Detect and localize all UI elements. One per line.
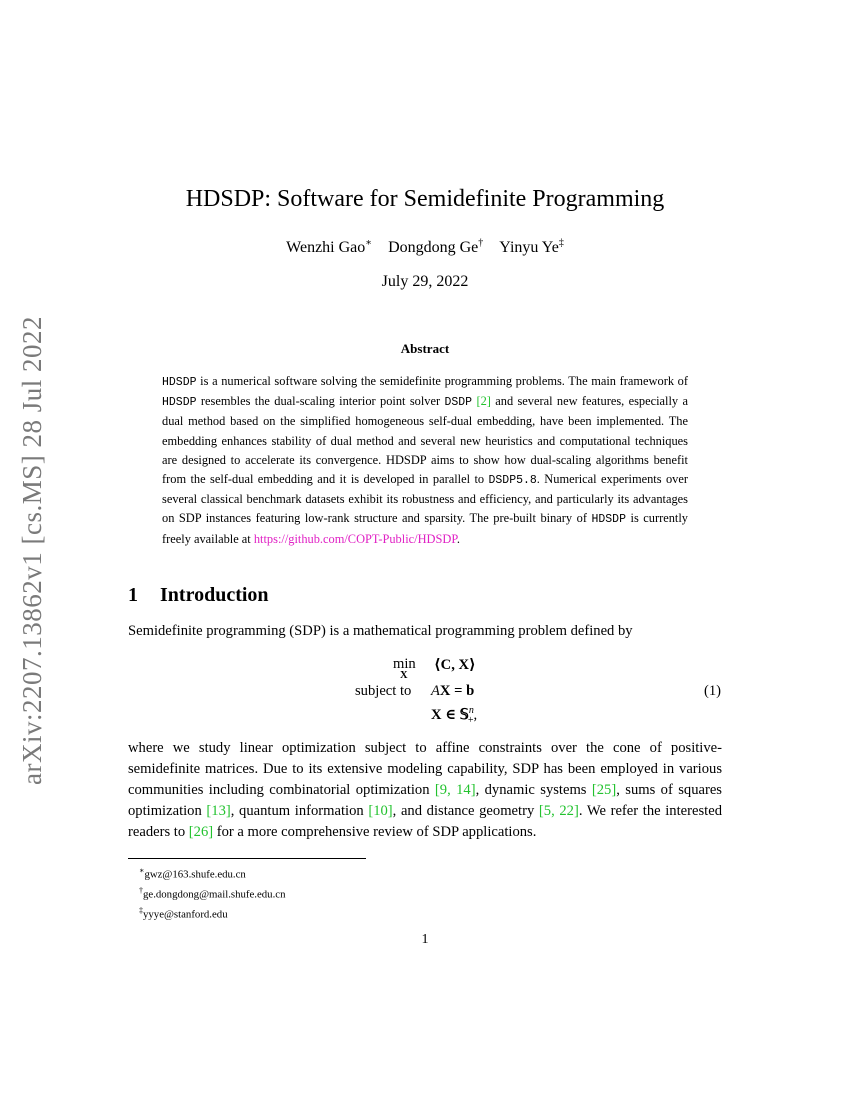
- paragraph-text: where we study linear optimization subject to affine constraints over the cone of positive-semidefinite matrices. Due to its extensive modeling capability, SDP has been employed in various communities including combinatorial optimization: [128, 740, 722, 798]
- citation-link[interactable]: [2]: [476, 394, 491, 409]
- paragraph-text: , dynamic systems: [475, 782, 592, 798]
- citation-link[interactable]: [5, 22]: [538, 803, 579, 819]
- code-term: DSDP5.8: [488, 474, 537, 488]
- abstract-text: and several new features, especially a dual method based on the simplified homogeneous self-dual embedding, have been implemented. The embedding enhances stability of dual method and several new heuristics and computational techniques are designed to accelerate its convergence. HDSDP aims to show how dual-scaling algorithms benefit from the self-dual embedding and it is developed in parallel to: [162, 394, 688, 487]
- cone-set: X ∈ 𝕊: [431, 706, 469, 723]
- cone-superscript: n: [468, 705, 474, 716]
- constraint-rest: X = b: [439, 683, 475, 699]
- paragraph-text: . We refer the interested readers to: [128, 803, 722, 840]
- intro-paragraph-2: [128, 738, 722, 843]
- abstract-heading: Abstract: [400, 341, 450, 356]
- footnote-3: [139, 903, 285, 923]
- operator-symbol: A: [431, 683, 440, 699]
- footnote-email: gwz@163.shufe.edu.cn: [144, 868, 246, 881]
- abstract-text: is a numerical software solving the semidefinite programming problems. The main framework of: [196, 374, 688, 388]
- paper-date: July 29, 2022: [381, 273, 469, 290]
- citation-link[interactable]: [13]: [206, 803, 231, 819]
- citation-link[interactable]: [10]: [368, 803, 393, 819]
- footnote-mark: †: [139, 886, 143, 896]
- author-name: Yinyu Ye: [499, 239, 559, 257]
- equation-number: (1): [704, 683, 722, 699]
- section-title: Introduction: [160, 584, 269, 606]
- equation-min-label: min: [393, 656, 416, 672]
- author-2: [388, 239, 483, 256]
- footnote-email: yyye@stanford.edu: [143, 908, 228, 921]
- abstract-text: . Numerical experiments over several classical benchmark datasets exhibit its robustness and efficiency, and particularly its advantages on SDP instances featuring low-rank structure and sparsity. The pre-built binary of: [162, 472, 688, 526]
- author-footnote-mark: ‡: [558, 238, 564, 249]
- abstract-body: [162, 372, 688, 549]
- citation-link[interactable]: [25]: [591, 782, 617, 798]
- footnotes: [139, 863, 285, 923]
- abstract-text: .: [456, 531, 460, 546]
- paper-title: HDSDP: Software for Semidefinite Programming: [185, 186, 665, 212]
- equation-cone: [431, 705, 477, 726]
- footnote-mark: ‡: [139, 906, 143, 916]
- section-heading: [128, 584, 269, 607]
- author-1: [286, 239, 372, 256]
- footnote-2: [139, 883, 285, 903]
- author-name: Dongdong Ge: [388, 239, 479, 257]
- footnote-divider: [128, 858, 366, 859]
- page-number: 1: [421, 932, 429, 947]
- abstract-text: resembles the dual-scaling interior point solver: [196, 394, 445, 409]
- author-footnote-mark: †: [478, 238, 484, 249]
- code-term: HDSDP: [591, 513, 626, 527]
- equation-constraint: [431, 683, 474, 700]
- equation-min-subscript: X: [400, 670, 408, 681]
- github-url-link[interactable]: https://github.com/COPT-Public/HDSDP: [253, 531, 457, 546]
- cone-end: ,: [473, 706, 478, 723]
- intro-paragraph-1: Semidefinite programming (SDP) is a mathematical programming problem defined by: [128, 623, 633, 639]
- equation-subject-to: subject to: [355, 683, 412, 699]
- footnote-1: [139, 863, 285, 883]
- citation-link[interactable]: [26]: [188, 824, 214, 840]
- author-3: [499, 239, 564, 256]
- cone-subscript: +: [467, 714, 474, 726]
- section-number: 1: [128, 584, 138, 606]
- author-list: [0, 238, 850, 257]
- arxiv-identifier: arXiv:2207.13862v1 [cs.MS] 28 Jul 2022: [16, 315, 47, 785]
- author-name: Wenzhi Gao: [286, 239, 366, 257]
- author-footnote-mark: ∗: [365, 238, 373, 249]
- abstract-text: is currently freely available at: [162, 511, 688, 546]
- paragraph-text: , sums of squares optimization: [128, 782, 722, 819]
- footnote-email: ge.dongdong@mail.shufe.edu.cn: [143, 888, 286, 901]
- footnote-mark: ∗: [139, 866, 145, 875]
- citation-link[interactable]: [9, 14]: [434, 782, 476, 798]
- code-term: DSDP: [444, 396, 473, 410]
- paragraph-text: for a more comprehensive review of SDP applications.: [213, 824, 537, 840]
- paragraph-text: , and distance geometry: [392, 803, 539, 819]
- equation-objective: ⟨C, X⟩: [434, 657, 476, 673]
- code-term: HDSDP: [162, 376, 197, 389]
- paragraph-text: , quantum information: [230, 803, 369, 819]
- equation-block: [0, 652, 850, 727]
- code-term: HDSDP: [162, 396, 197, 410]
